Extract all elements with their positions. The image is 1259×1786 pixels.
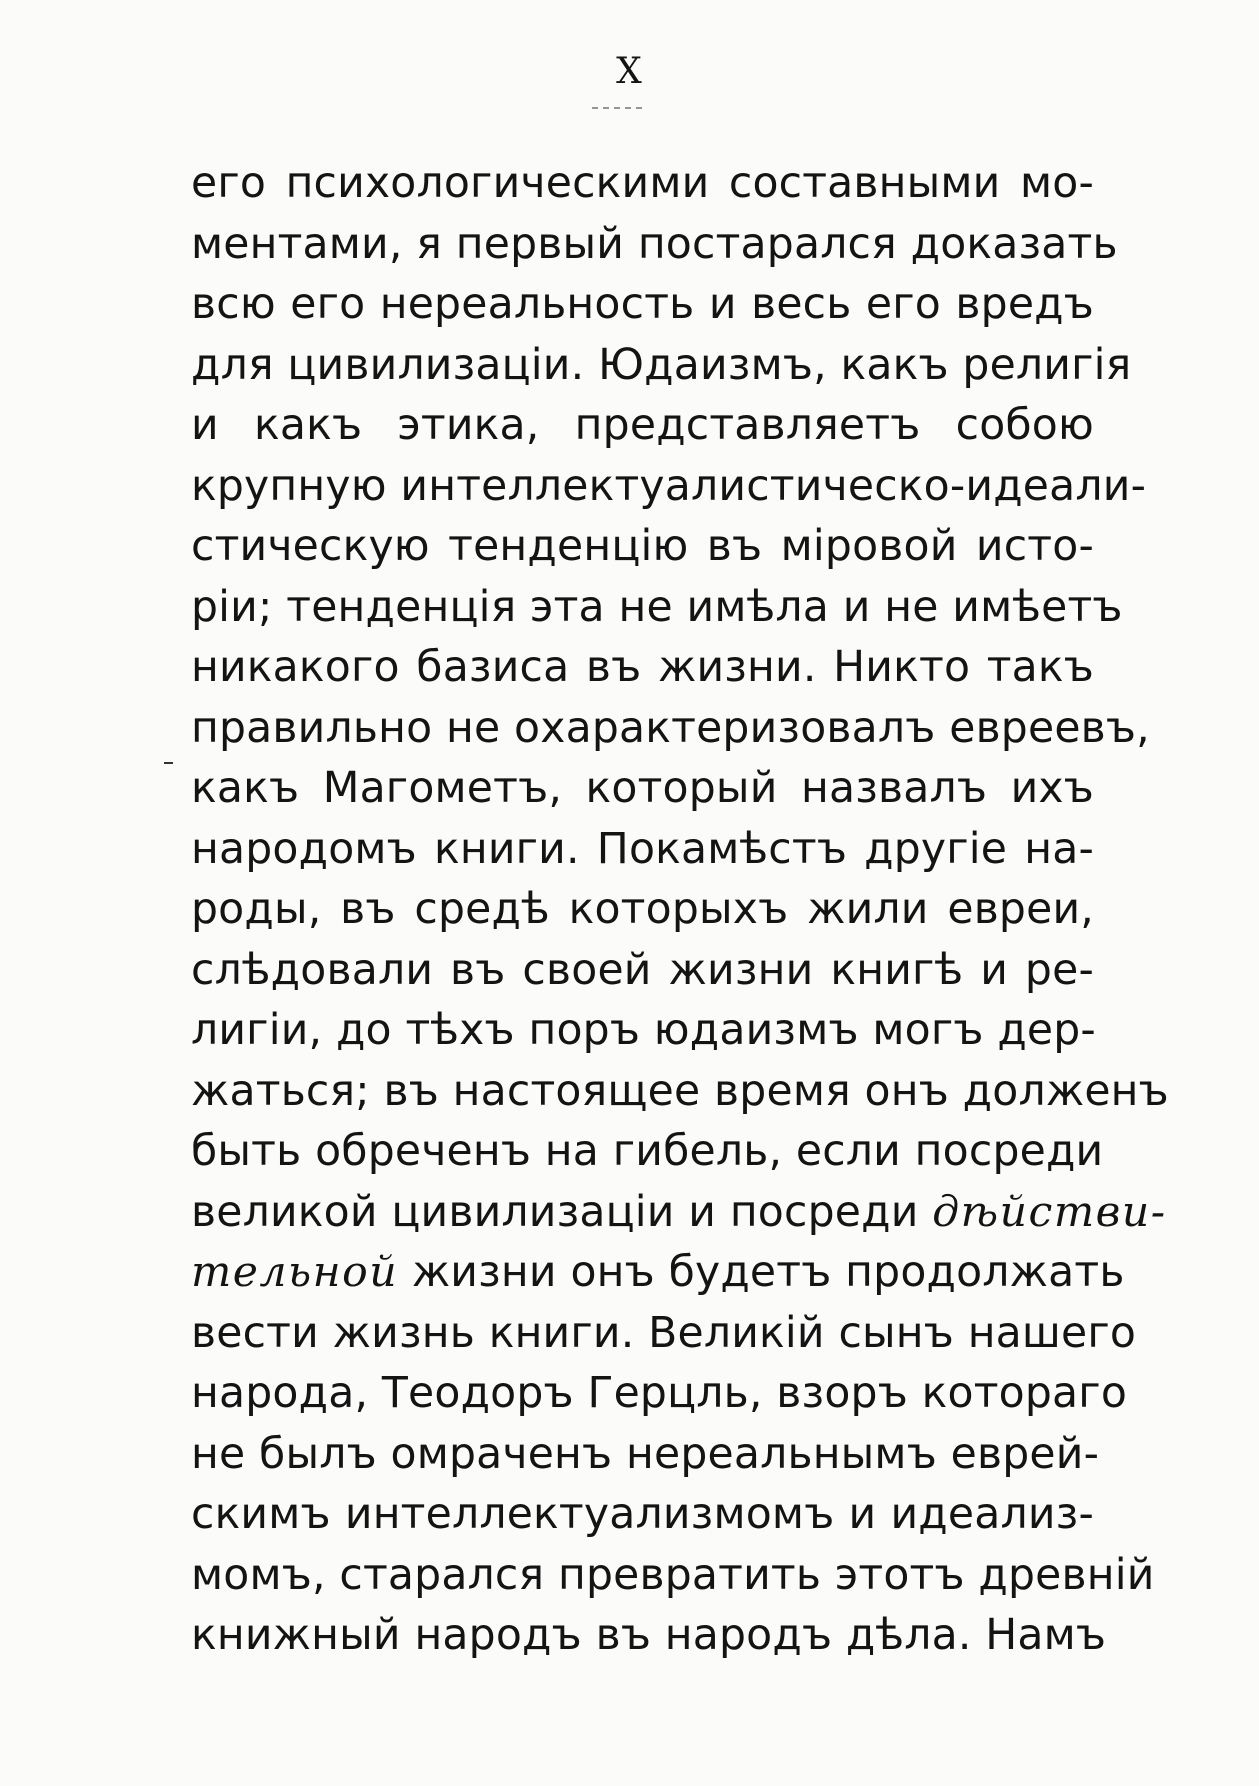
text-line-1: его психологическими составными мо- xyxy=(191,159,1094,208)
text-line-20: вести жизнь книги. Великiй сынъ нашего xyxy=(191,1308,1137,1358)
text-line-19 xyxy=(191,1243,1125,1304)
text-line-4: для цивилизацiи. Юдаизмъ, какъ религiя xyxy=(191,340,1132,390)
text-line-6: крупную интеллектуалистическо-идеали- xyxy=(191,461,1147,511)
text-line-24: момъ, старался превратить этотъ древнiй xyxy=(191,1550,1155,1600)
text-line-19-italic: тельной xyxy=(191,1248,399,1297)
text-line-16: жаться; въ настоящее время онъ долженъ xyxy=(191,1066,1169,1116)
text-line-17: быть обреченъ на гибель, если посреди xyxy=(191,1127,1104,1176)
text-line-15: лигiи, до тѣхъ поръ юдаизмъ могъ дер- xyxy=(191,1006,1096,1055)
text-line-23: скимъ интеллектуализмомъ и идеализ- xyxy=(191,1490,1094,1539)
text-line-21: народа, Теодоръ Герцль, взоръ котораго xyxy=(191,1369,1128,1418)
text-line-10: правильно не охарактеризовалъ евреевъ, xyxy=(191,703,1150,753)
text-line-18 xyxy=(191,1183,1167,1244)
text-line-14: слѣдовали въ своей жизни книгѣ и ре- xyxy=(191,945,1094,995)
text-line-13: роды, въ средѣ которыхъ жили евреи, xyxy=(191,885,1094,934)
page-number-rule xyxy=(592,107,642,109)
text-line-19-regular: жизни онъ будетъ продолжать xyxy=(398,1248,1125,1297)
text-line-12: народомъ книги. Покамѣстъ другiе на- xyxy=(191,824,1094,874)
text-line-2: ментами, я первый постарался доказать xyxy=(191,219,1118,269)
text-line-5: и какъ этика, представляетъ собою xyxy=(191,401,1094,450)
text-line-9: никакого базиса въ жизни. Никто такъ xyxy=(191,643,1094,692)
text-line-11: какъ Магометъ, который назвалъ ихъ xyxy=(191,764,1094,813)
text-line-8: рiи; тенденцiя эта не имѣла и не имѣетъ xyxy=(191,582,1123,632)
margin-mark xyxy=(164,762,173,764)
text-line-7: стическую тенденцiю въ мiровой исто- xyxy=(191,522,1094,571)
body-text xyxy=(191,154,1169,1667)
page-number: X xyxy=(616,51,643,92)
text-line-18-italic: дѣйстви- xyxy=(932,1187,1167,1237)
text-line-18-regular: великой цивилизацiи и посреди xyxy=(191,1187,933,1237)
text-line-22: не былъ омраченъ нереальнымъ еврей- xyxy=(191,1429,1100,1479)
text-line-25: книжный народъ въ народъ дѣла. Намъ xyxy=(191,1611,1107,1660)
text-line-3: всю его нереальность и весь его вредъ xyxy=(191,280,1094,329)
